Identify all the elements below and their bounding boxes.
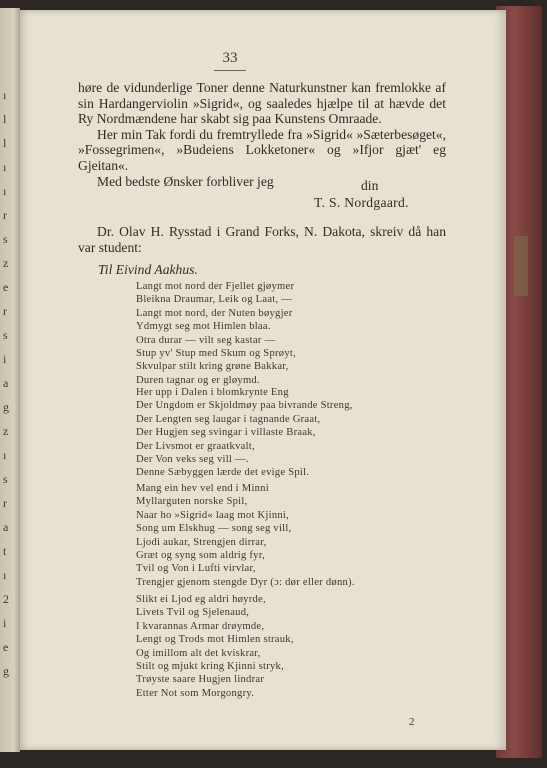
poem-line: Song um Elskhug — song seg vill, (136, 523, 292, 535)
poem-line: Der Hugjen seg svingar i villaste Braak, (136, 427, 316, 439)
poem-line: Bleikna Draumar, Leik og Laat, — (136, 294, 293, 306)
cover-stain (514, 236, 528, 296)
adjacent-page-fragment: ı (3, 88, 7, 102)
adjacent-page-fragment: g (3, 664, 9, 678)
poem-line: Stilt og mjukt kring Kjinni stryk, (136, 660, 284, 672)
adjacent-page-fragment: i (3, 616, 7, 630)
poem-stanza-3 (136, 482, 436, 589)
adjacent-page-fragment: g (3, 400, 9, 414)
adjacent-page-fragment: r (3, 496, 7, 510)
poem-line: Livets Tvil og Sjelenaud, (136, 607, 250, 619)
poem-stanza-2 (136, 386, 436, 480)
poem-line: Og imillom alt det kviskrar, (136, 647, 261, 659)
poem-line: Ydmygt seg mot Himlen blaa. (136, 321, 271, 333)
page-number-header (20, 50, 440, 71)
adjacent-page-fragment: e (3, 280, 9, 294)
adjacent-page-fragment: a (3, 376, 9, 390)
poem-introduction: Dr. Olav H. Rysstad i Grand Forks, N. Dakota, skreiv då han var student: (78, 224, 446, 255)
adjacent-page-fragment: ı (3, 448, 7, 462)
poem-line: Der Ungdom er Skjoldmøy paa bivrande Streng, (136, 400, 353, 412)
poem-line: Slikt ei Ljod eg aldri høyrde, (136, 594, 266, 605)
adjacent-page-fragment: l (3, 136, 7, 150)
adjacent-page-fragment: z (3, 424, 9, 438)
poem-line: Langt mot nord, der Nuten bøygjer (136, 307, 293, 319)
letter-body (78, 80, 446, 189)
poem-line: Tvil og Von i Lufti virvlar, (136, 563, 256, 575)
book-page (20, 10, 506, 750)
poem-stanza-4 (136, 593, 436, 700)
letter-closing: Med bedste Ønsker forbliver jeg (97, 173, 274, 189)
poem-line: Mang ein hev vel end i Minni (136, 483, 269, 494)
adjacent-page-fragment: ı (3, 160, 7, 174)
adjacent-page-fragment: z (3, 256, 9, 270)
poem-line: Stup yv' Stup med Skum og Sprøyt, (136, 347, 296, 359)
poem-line: Etter Not som Morgongry. (136, 687, 255, 699)
adjacent-page-fragment: s (3, 328, 8, 342)
adjacent-page-fragment: s (3, 472, 8, 486)
signature-din: din (361, 178, 379, 193)
poem-line: Trøyste saare Hugjen lindrar (136, 674, 265, 686)
page-number: 33 (222, 50, 238, 66)
page-number-underline (214, 70, 246, 71)
poem-line: Her upp i Dalen i blomkrynte Eng (136, 387, 289, 398)
poem-line: Otra durar — vilt seg kastar — (136, 334, 276, 346)
poem-line: Lengt og Trods mot Himlen strauk, (136, 634, 294, 646)
adjacent-page-fragment: i (3, 352, 7, 366)
letter-paragraph-2: Her min Tak fordi du fremtryllede fra »Sigrid« »Sæterbesøget«, »Fossegrimen«, »Budeiens Lokketoner« og »Ifjor gjæt' eg Gjeitan«. (78, 126, 446, 173)
poem-stanza-1 (136, 280, 436, 387)
poem-line: Naar ho »Sigrid« laag mot Kjinni, (136, 509, 290, 521)
poem-title: Til Eivind Aakhus. (98, 262, 198, 277)
poem-line: Der Lengten seg laugar i tagnande Graat, (136, 413, 321, 425)
poem-line: Trengjer gjenom stengde Dyr (ɔ: dør eller dønn). (136, 576, 355, 588)
poem-line: Skvulpar stilt kring grøne Bakkar, (136, 361, 289, 373)
adjacent-page-edge (0, 8, 20, 752)
signature-name: T. S. Nordgaard. (314, 195, 409, 210)
adjacent-page-fragment: r (3, 304, 7, 318)
poem-line: Langt mot nord der Fjellet gjøymer (136, 281, 295, 292)
adjacent-page-fragment: e (3, 640, 9, 654)
adjacent-page-fragment: l (3, 112, 7, 126)
poem-line: Der Livsmot er graatkvalt, (136, 440, 255, 452)
adjacent-page-fragment: a (3, 520, 9, 534)
poem-line: Der Von veks seg vill —. (136, 453, 249, 465)
adjacent-page-fragment: t (3, 544, 7, 558)
signature-mark-number: 2 (409, 716, 415, 728)
adjacent-page-fragment: 2 (3, 592, 9, 606)
poem-line: Græt og syng som aldrig fyr, (136, 549, 265, 561)
adjacent-page-fragment: ı (3, 568, 7, 582)
letter-paragraph-1: høre de vidunderlige Toner denne Naturkunstner kan fremlokke af sin Hardangerviolin »Sigrid«, og saaledes hjælpe til at hævde det Ry Nordmændene har skabt sig paa Kunstens Omraade. (78, 80, 446, 127)
poem-line: I kvarannas Armar drøymde, (136, 620, 265, 632)
adjacent-page-fragment: ı (3, 184, 7, 198)
poem-line: Denne Sæbyggen lærde det evige Spil. (136, 467, 310, 479)
poem-line: Duren tagnar og er gløymd. (136, 374, 260, 386)
poem-line: Ljodi aukar, Strengjen dirrar, (136, 536, 267, 548)
adjacent-page-fragment: s (3, 232, 8, 246)
poem-line: Myllarguten norske Spil, (136, 496, 248, 508)
adjacent-page-fragment: r (3, 208, 7, 222)
